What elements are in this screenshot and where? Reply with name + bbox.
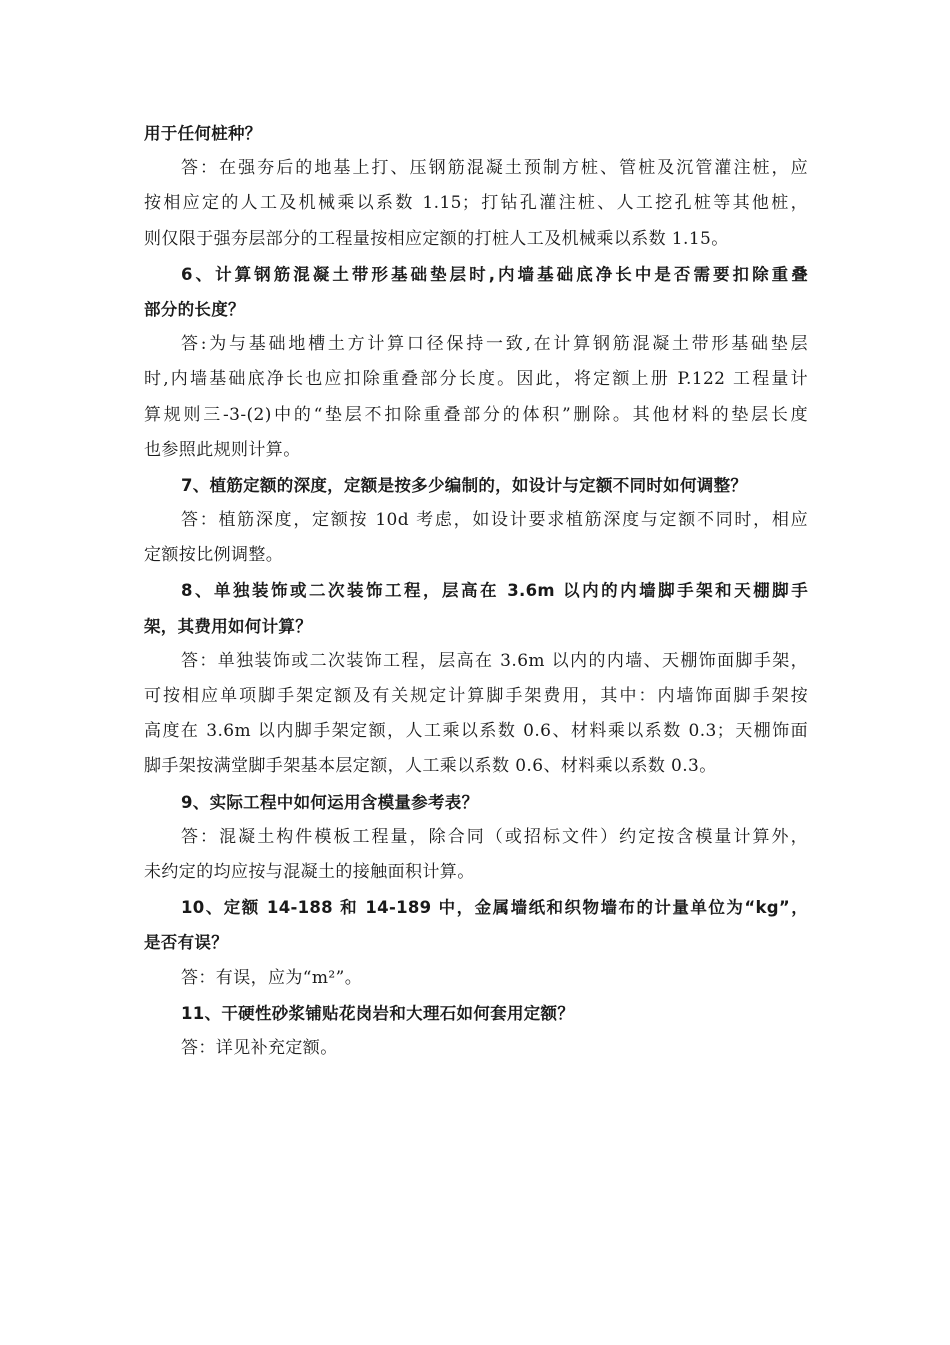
question-line: 部分的长度？ [144, 299, 245, 319]
question-line: 架，其费用如何计算？ [144, 616, 312, 636]
question-line: 8、单独装饰或二次装饰工程，层高在 3.6m 以内的内墙脚手架和天棚脚手 [181, 581, 808, 601]
question-line: 6、计算钢筋混凝土带形基础垫层时,内墙基础底净长中是否需要扣除重叠 [181, 264, 808, 284]
question-line: 10、定额 14-188 和 14-189 中，金属墙纸和织物墙布的计量单位为“kg”， [181, 898, 808, 918]
answer-line: 按相应定的人工及机械乘以系数 1.15；打钻孔灌注桩、人工挖孔桩等其他桩， [144, 193, 808, 214]
question-line: 7、植筋定额的深度，定额是按多少编制的，如设计与定额不同时如何调整？ [181, 475, 748, 495]
answer-block [144, 644, 808, 785]
question-block [144, 573, 808, 643]
question-line: 11、干硬性砂浆铺贴花岗岩和大理石如何套用定额？ [181, 1003, 575, 1023]
question-line: 是否有误？ [144, 933, 228, 953]
answer-line: 可按相应单项脚手架定额及有关规定计算脚手架费用，其中：内墙饰面脚手架按 [144, 686, 808, 706]
answer-line: 脚手架按满堂脚手架基本层定额，人工乘以系数 0.6、材料乘以系数 0.3。 [144, 756, 717, 777]
answer-block [144, 503, 808, 573]
question-block [144, 468, 808, 503]
answer-line: 则仅限于强夯层部分的工程量按相应定额的打桩人工及机械乘以系数 1.15。 [144, 228, 729, 249]
answer-line: 未约定的均应按与混凝土的接触面积计算。 [144, 861, 475, 882]
answer-block [144, 327, 808, 468]
answer-block [144, 1031, 808, 1066]
document-page [144, 116, 808, 1066]
answer-line: 答：混凝土构件模板工程量，除合同（或招标文件）约定按含模量计算外， [181, 826, 808, 847]
answer-line: 答：详见补充定额。 [181, 1037, 338, 1058]
answer-block [144, 961, 808, 996]
question-block [144, 890, 808, 960]
question-block [144, 257, 808, 327]
answer-line: 算规则三-3-(2)中的“垫层不扣除重叠部分的体积”删除。其他材料的垫层长度 [144, 404, 808, 425]
question-block [144, 785, 808, 820]
answer-line: 答：在强夯后的地基上打、压钢筋混凝土预制方桩、管桩及沉管灌注桩，应 [181, 158, 808, 179]
answer-line: 答:为与基础地槽土方计算口径保持一致,在计算钢筋混凝土带形基础垫层 [181, 334, 808, 355]
question-block [144, 996, 808, 1031]
answer-line: 定额按比例调整。 [144, 545, 284, 566]
question-line: 用于任何桩种？ [144, 124, 262, 143]
question-line: 9、实际工程中如何运用含模量参考表？ [181, 792, 479, 812]
answer-line: 时,内墙基础底净长也应扣除重叠部分长度。因此，将定额上册 P.122 工程量计 [144, 369, 808, 390]
answer-line: 高度在 3.6m 以内脚手架定额，人工乘以系数 0.6、材料乘以系数 0.3；天棚饰面 [144, 721, 808, 742]
answer-block [144, 151, 808, 257]
answer-line: 也参照此规则计算。 [144, 439, 301, 460]
answer-line: 答：植筋深度，定额按 10d 考虑，如设计要求植筋深度与定额不同时，相应 [181, 510, 808, 531]
answer-line: 答：有误，应为“m²”。 [181, 967, 363, 988]
question-block [144, 116, 808, 151]
answer-block [144, 820, 808, 890]
answer-line: 答：单独装饰或二次装饰工程，层高在 3.6m 以内的内墙、天棚饰面脚手架， [181, 650, 808, 671]
